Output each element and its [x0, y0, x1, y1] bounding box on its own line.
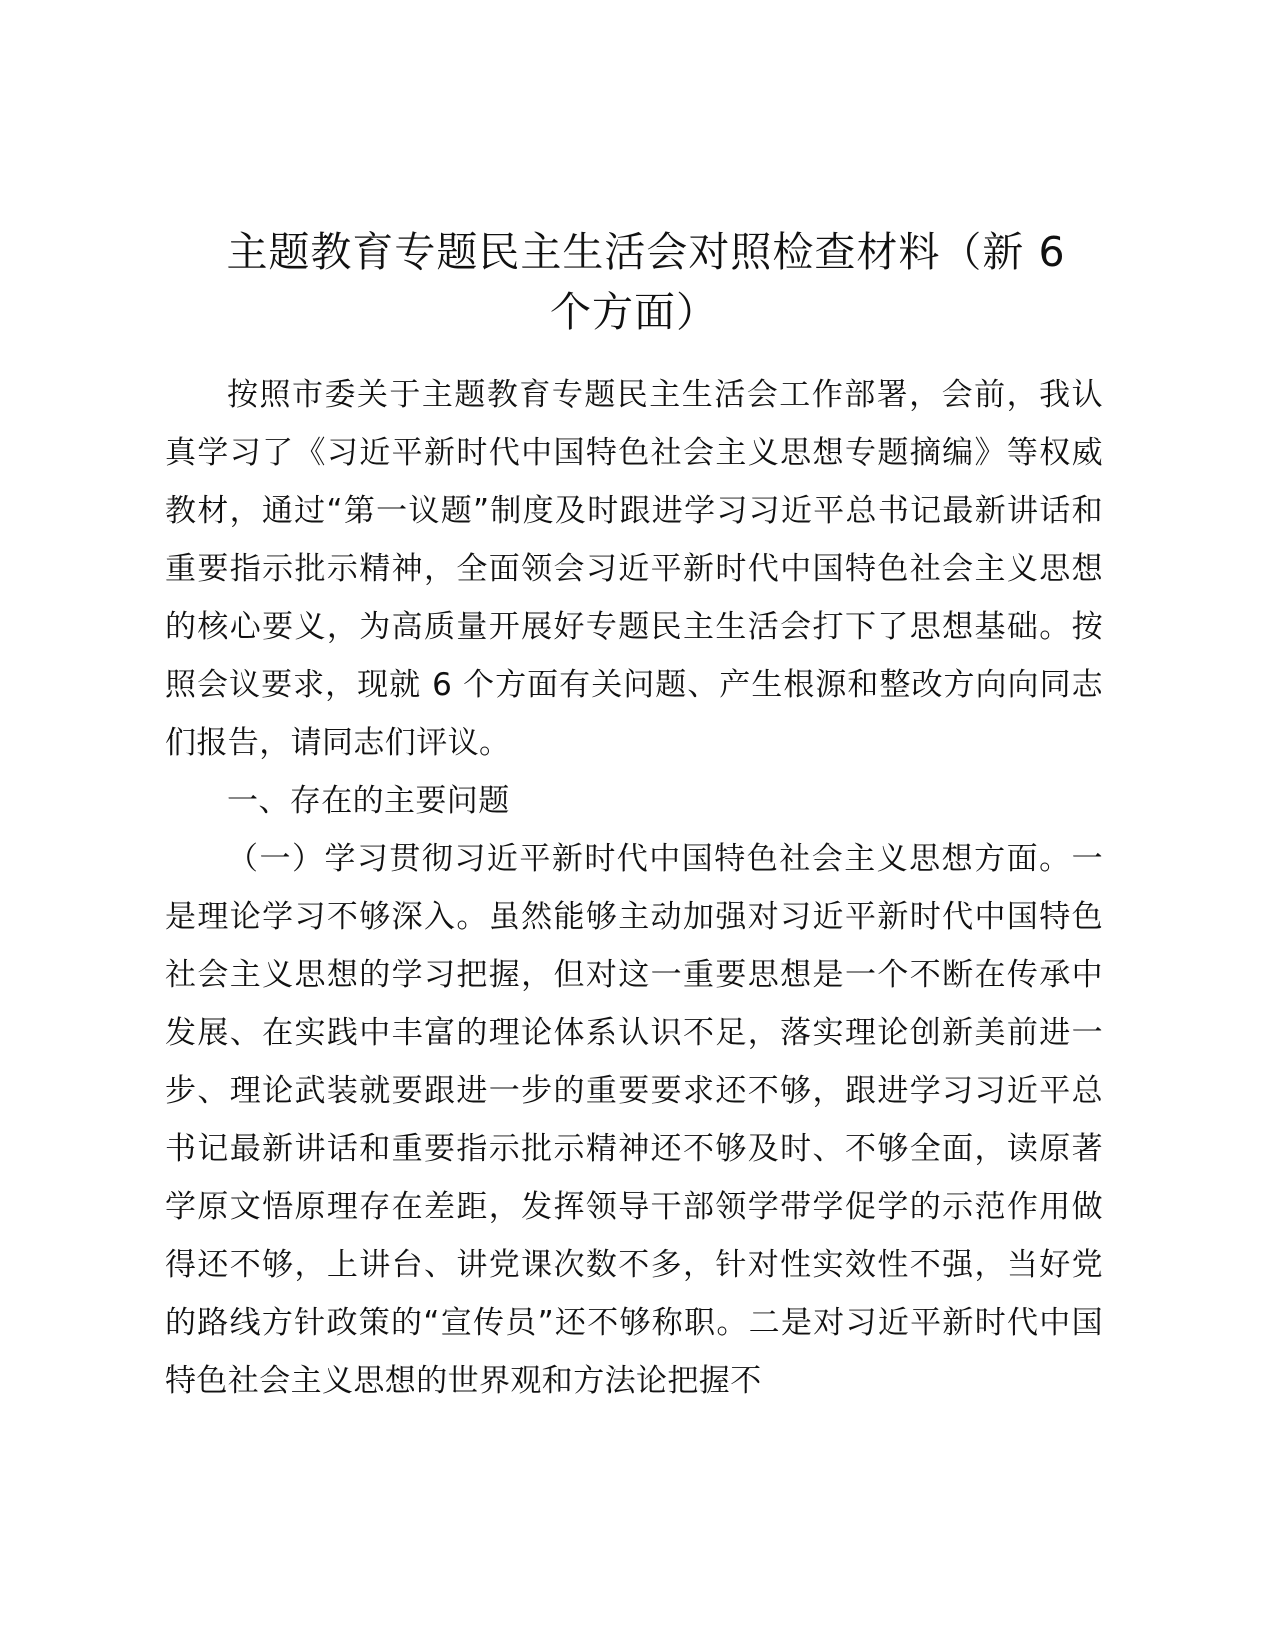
document-title-line-1: 主题教育专题民主生活会对照检查材料（新 6 [226, 228, 1066, 276]
document-title-line-2: 个方面） [550, 288, 718, 336]
section-heading: 一、存在的主要问题 [227, 783, 510, 819]
section-paragraph: （一）学习贯彻习近平新时代中国特色社会主义思想方面。一是理论学习不够深入。虽然能够主动加强对习近平新时代中国特色社会主义思想的学习把握，但对这一重要思想是一个不断在传承中发展、在实践中丰富的理论体系认识不足，落实理论创新美前进一步、理论武装就要跟进一步的重要要求还不够，跟进学习习近平总书记最新讲话和重要指示批示精神还不够及时、不够全面，读原著学原文悟原理存在差距，发挥领导干部领学带学促学的示范作用做得还不够，上讲台、讲党课次数不多，针对性实效性不强，当好党的路线方针政策的“宣传员”还不够称职。二是对习近平新时代中国特色社会主义思想的世界观和方法论把握不 [165, 841, 1103, 1399]
intro-paragraph: 按照市委关于主题教育专题民主生活会工作部署，会前，我认真学习了《习近平新时代中国特色社会主义思想专题摘编》等权威教材，通过“第一议题”制度及时跟进学习习近平总书记最新讲话和重要指示批示精神，全面领会习近平新时代中国特色社会主义思想的核心要义，为高质量开展好专题民主生活会打下了思想基础。按照会议要求，现就 6 个方面有关问题、产生根源和整改方向向同志们报告，请同志们评议。 [165, 377, 1103, 761]
document-title [165, 222, 1103, 342]
document-body [165, 222, 1103, 1410]
